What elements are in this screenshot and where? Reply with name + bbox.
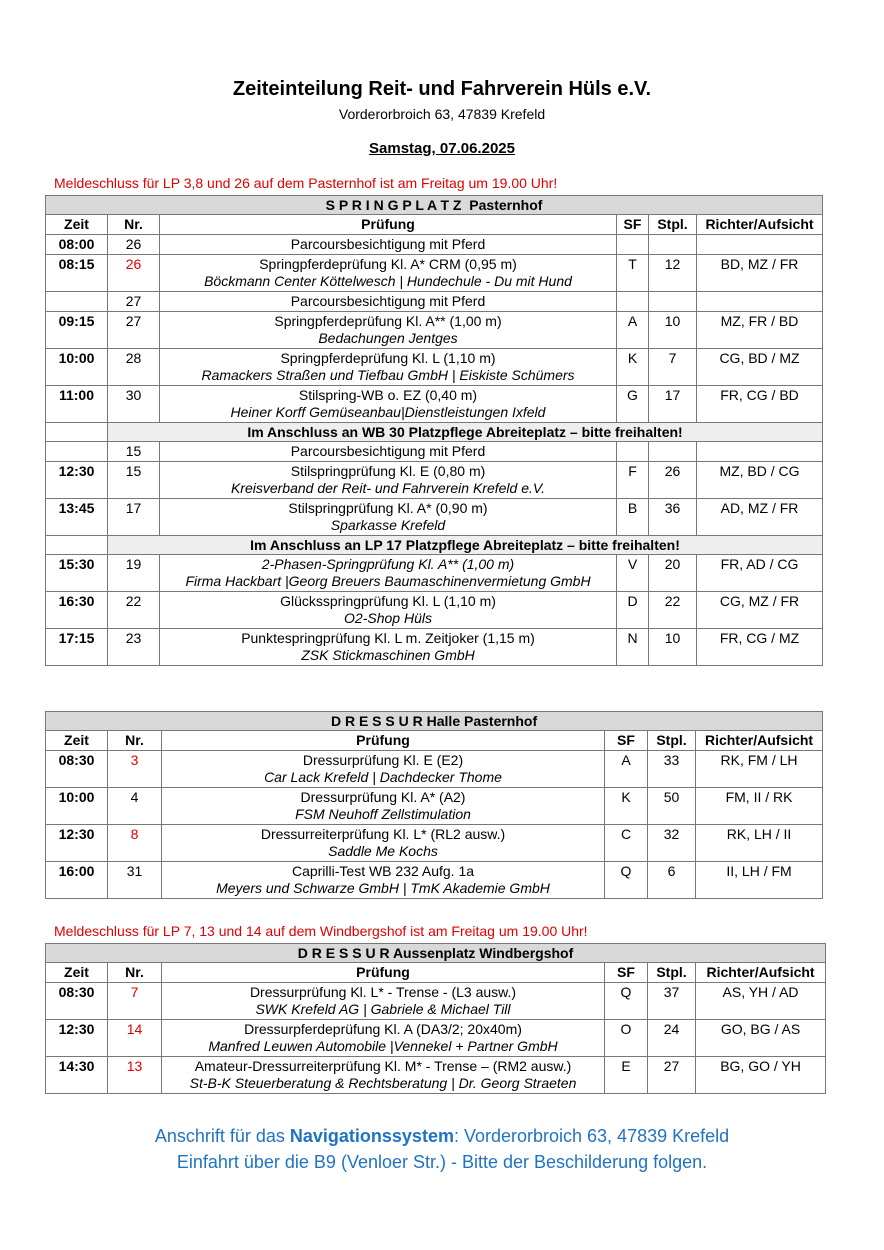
table-row [46,292,823,312]
pruefung-cell [160,312,617,349]
sf-cell: A [617,312,649,349]
pruefung-cell [162,862,605,899]
sponsor-text: Böckmann Center Köttelwesch | Hundechule - Du mit Hund [204,273,572,289]
nr-cell: 26 [108,255,160,292]
stpl-cell: 32 [648,825,696,862]
pruefung-title: Parcoursbesichtigung mit Pferd [290,293,486,309]
col-richter: Richter/Aufsicht [697,215,823,235]
time-cell: 11:00 [46,386,108,423]
stpl-cell: 36 [649,499,697,536]
nr-cell: 17 [108,499,160,536]
stpl-cell: 17 [649,386,697,423]
sf-cell [617,292,649,312]
richter-cell: FR, CG / MZ [697,629,823,666]
richter-cell: MZ, FR / BD [697,312,823,349]
col-stpl: Stpl. [648,963,696,983]
sf-cell: K [605,788,648,825]
deadline-note-pasternhof: Meldeschluss für LP 3,8 und 26 auf dem Pasternhof ist am Freitag um 19.00 Uhr! [54,175,558,191]
table-row [46,1020,826,1057]
time-cell: 08:15 [46,255,108,292]
sponsor-text: FSM Neuhoff Zellstimulation [295,806,471,822]
col-sf: SF [617,215,649,235]
col-nr: Nr. [108,963,162,983]
pruefung-cell [160,292,617,312]
table-row [46,825,823,862]
sponsor-text: St-B-K Steuerberatung & Rechtsberatung | Dr. Georg Straeten [189,1075,577,1091]
sf-cell: K [617,349,649,386]
col-zeit: Zeit [46,731,108,751]
pruefung-title: Parcoursbesichtigung mit Pferd [290,236,486,252]
time-cell: 08:30 [46,751,108,788]
pruefung-title: Dressurreiterprüfung Kl. L* (RL2 ausw.) [260,826,506,842]
nr-cell: 7 [108,983,162,1020]
richter-cell [697,442,823,462]
sf-cell: V [617,555,649,592]
stpl-cell: 50 [648,788,696,825]
col-sf: SF [605,731,648,751]
time-cell: 12:30 [46,462,108,499]
table-row [46,386,823,423]
table-row [46,462,823,499]
stpl-cell: 12 [649,255,697,292]
nr-cell: 15 [108,462,160,499]
springplatz-table [45,195,823,666]
sf-cell: F [617,462,649,499]
time-cell: 10:00 [46,349,108,386]
sponsor-text: Car Lack Krefeld | Dachdecker Thome [264,769,502,785]
stpl-cell [649,292,697,312]
sponsor-text: Saddle Me Kochs [328,843,438,859]
sf-cell: D [617,592,649,629]
sponsor-text: ZSK Stickmaschinen GmbH [301,647,475,663]
info-message: Im Anschluss an WB 30 Platzpflege Abreiteplatz – bitte freihalten! [108,423,823,442]
footer-entry-line: Einfahrt über die B9 (Venloer Str.) - Bitte der Beschilderung folgen. [176,1152,708,1172]
nr-cell: 14 [108,1020,162,1057]
col-pruefung: Prüfung [162,731,605,751]
richter-cell: RK, LH / II [696,825,823,862]
table-row [46,235,823,255]
pruefung-cell [162,1057,605,1094]
sf-cell: O [605,1020,648,1057]
pruefung-cell [162,825,605,862]
time-cell: 12:30 [46,1020,108,1057]
richter-cell: BD, MZ / FR [697,255,823,292]
col-nr: Nr. [108,731,162,751]
info-row [46,536,823,555]
time-cell [46,442,108,462]
pruefung-title: Dressurprüfung Kl. E (E2) [302,752,464,768]
sponsor-text: Heiner Korff Gemüseanbau|Dienstleistungen Ixfeld [230,404,546,420]
nr-cell: 13 [108,1057,162,1094]
table-row [46,862,823,899]
table-row [46,349,823,386]
pruefung-cell [160,462,617,499]
pruefung-title: Punktespringprüfung Kl. L m. Zeitjoker (1,15 m) [241,630,535,646]
richter-cell: AD, MZ / FR [697,499,823,536]
pruefung-title: Amateur-Dressurreiterprüfung Kl. M* - Trense – (RM2 ausw.) [194,1058,572,1074]
sponsor-text: SWK Krefeld AG | Gabriele & Michael Till [255,1001,511,1017]
pruefung-title: Parcoursbesichtigung mit Pferd [290,443,486,459]
time-cell: 16:30 [46,592,108,629]
col-stpl: Stpl. [648,731,696,751]
table-row [46,1057,826,1094]
stpl-cell: 7 [649,349,697,386]
nr-cell: 30 [108,386,160,423]
richter-cell: MZ, BD / CG [697,462,823,499]
sf-cell [617,235,649,255]
sf-cell: T [617,255,649,292]
deadline-note-windbergshof: Meldeschluss für LP 7, 13 und 14 auf dem Windbergshof ist am Freitag um 19.00 Uhr! [54,923,588,939]
section-title: S P R I N G P L A T Z Pasternhof [46,196,823,215]
sponsor-text: Kreisverband der Reit- und Fahrverein Krefeld e.V. [230,480,546,496]
empty-cell [46,536,108,555]
richter-cell: GO, BG / AS [696,1020,826,1057]
section-title: D R E S S U R Halle Pasternhof [46,712,823,731]
richter-cell: BG, GO / YH [696,1057,826,1094]
col-stpl: Stpl. [649,215,697,235]
stpl-cell: 6 [648,862,696,899]
table-row [46,255,823,292]
pruefung-cell [160,592,617,629]
nr-cell: 23 [108,629,160,666]
sponsor-text: Meyers und Schwarze GmbH | TmK Akademie GmbH [216,880,550,896]
richter-cell: CG, BD / MZ [697,349,823,386]
stpl-cell: 37 [648,983,696,1020]
pruefung-cell [162,1020,605,1057]
pruefung-title: Dressurprüfung Kl. L* - Trense - (L3 ausw.) [249,984,517,1000]
richter-cell: FM, II / RK [696,788,823,825]
nr-cell: 26 [108,235,160,255]
time-cell: 08:30 [46,983,108,1020]
dressur-aussen-table [45,943,826,1094]
pruefung-title: Stilspringprüfung Kl. E (0,80 m) [290,463,486,479]
table-row [46,629,823,666]
event-date: Samstag, 07.06.2025 [369,140,515,157]
richter-cell: RK, FM / LH [696,751,823,788]
time-cell: 12:30 [46,825,108,862]
stpl-cell: 27 [648,1057,696,1094]
nr-cell: 31 [108,862,162,899]
time-cell: 14:30 [46,1057,108,1094]
nr-cell: 8 [108,825,162,862]
dressur-halle-table [45,711,823,899]
pruefung-cell [160,499,617,536]
table-row [46,751,823,788]
pruefung-title: Glücksspringprüfung Kl. L (1,10 m) [280,593,496,609]
table-row [46,983,826,1020]
stpl-cell: 10 [649,629,697,666]
pruefung-cell [160,386,617,423]
pruefung-cell [160,555,617,592]
stpl-cell: 22 [649,592,697,629]
pruefung-cell [160,235,617,255]
richter-cell [697,235,823,255]
pruefung-cell [160,629,617,666]
pruefung-title: Stilspring-WB o. EZ (0,40 m) [298,387,478,403]
time-cell [46,292,108,312]
time-cell: 17:15 [46,629,108,666]
stpl-cell: 20 [649,555,697,592]
sponsor-text: O2-Shop Hüls [344,610,432,626]
col-richter: Richter/Aufsicht [696,963,826,983]
nr-cell: 28 [108,349,160,386]
table-row [46,592,823,629]
time-cell: 09:15 [46,312,108,349]
sponsor-text: Bedachungen Jentges [318,330,458,346]
sf-cell: Q [605,862,648,899]
sponsor-text: Firma Hackbart |Georg Breuers Baumaschinenvermietung GmbH [185,573,591,589]
empty-cell [46,423,108,442]
pruefung-title: Springpferdeprüfung Kl. L (1,10 m) [280,350,496,366]
richter-cell: CG, MZ / FR [697,592,823,629]
sf-cell [617,442,649,462]
stpl-cell: 10 [649,312,697,349]
richter-cell: FR, CG / BD [697,386,823,423]
col-pruefung: Prüfung [162,963,605,983]
info-message: Im Anschluss an LP 17 Platzpflege Abreiteplatz – bitte freihalten! [108,536,823,555]
nr-cell: 4 [108,788,162,825]
info-row [46,423,823,442]
pruefung-title: 2-Phasen-Springprüfung Kl. A** (1,00 m) [261,556,515,572]
pruefung-cell [160,349,617,386]
table-row [46,442,823,462]
address: Vorderorbroich 63, 47839 Krefeld [338,106,546,122]
stpl-cell: 26 [649,462,697,499]
pruefung-title: Stilspringprüfung Kl. A* (0,90 m) [288,500,488,516]
footer-nav-line: Anschrift für das Navigationssystem: Vorderorbroich 63, 47839 Krefeld [154,1126,730,1146]
time-cell: 16:00 [46,862,108,899]
stpl-cell [649,235,697,255]
table-row [46,788,823,825]
table-row [46,312,823,349]
col-sf: SF [605,963,648,983]
pruefung-cell [160,255,617,292]
nr-cell: 15 [108,442,160,462]
sf-cell: G [617,386,649,423]
nr-cell: 19 [108,555,160,592]
time-cell: 10:00 [46,788,108,825]
sf-cell: E [605,1057,648,1094]
nr-cell: 27 [108,312,160,349]
nr-cell: 22 [108,592,160,629]
pruefung-cell [162,788,605,825]
pruefung-cell [162,983,605,1020]
sponsor-text: Manfred Leuwen Automobile |Vennekel + Partner GmbH [208,1038,558,1054]
sponsor-text: Ramackers Straßen und Tiefbau GmbH | Eiskiste Schümers [201,367,575,383]
nr-cell: 3 [108,751,162,788]
col-zeit: Zeit [46,215,108,235]
stpl-cell: 33 [648,751,696,788]
pruefung-title: Dressurpferdeprüfung Kl. A (DA3/2; 20x40m) [244,1021,522,1037]
col-richter: Richter/Aufsicht [696,731,823,751]
col-pruefung: Prüfung [160,215,617,235]
stpl-cell: 24 [648,1020,696,1057]
sf-cell: C [605,825,648,862]
richter-cell [697,292,823,312]
pruefung-title: Dressurprüfung Kl. A* (A2) [300,789,466,805]
table-row [46,499,823,536]
sf-cell: N [617,629,649,666]
sf-cell: B [617,499,649,536]
pruefung-cell [160,442,617,462]
time-cell: 15:30 [46,555,108,592]
time-cell: 08:00 [46,235,108,255]
col-zeit: Zeit [46,963,108,983]
page-title: Zeiteinteilung Reit- und Fahrverein Hüls e.V. [232,78,652,100]
col-nr: Nr. [108,215,160,235]
sf-cell: Q [605,983,648,1020]
sf-cell: A [605,751,648,788]
section-title: D R E S S U R Aussenplatz Windbergshof [46,944,826,963]
pruefung-title: Springpferdeprüfung Kl. A** (1,00 m) [274,313,502,329]
time-cell: 13:45 [46,499,108,536]
pruefung-cell [162,751,605,788]
pruefung-title: Caprilli-Test WB 232 Aufg. 1a [291,863,475,879]
stpl-cell [649,442,697,462]
richter-cell: II, LH / FM [696,862,823,899]
table-row [46,555,823,592]
richter-cell: FR, AD / CG [697,555,823,592]
pruefung-title: Springpferdeprüfung Kl. A* CRM (0,95 m) [259,256,517,272]
sponsor-text: Sparkasse Krefeld [330,517,446,533]
nr-cell: 27 [108,292,160,312]
richter-cell: AS, YH / AD [696,983,826,1020]
